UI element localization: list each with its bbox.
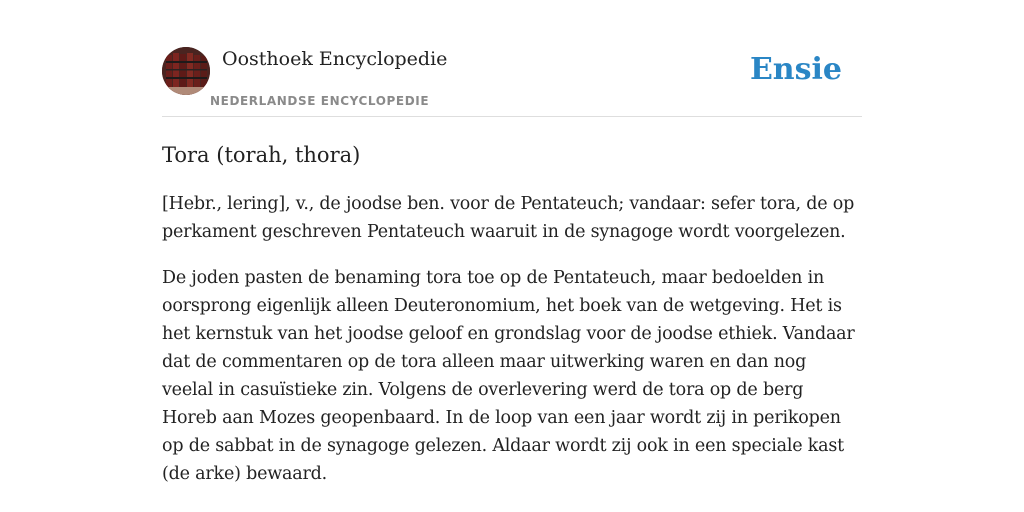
entry-title: Tora (torah, thora): [162, 143, 361, 167]
entry-paragraph: De joden pasten de benaming tora toe op de Pentateuch, maar bedoelden in oorsprong eigenlijk alleen Deuteronomium, het boek van de wetgeving. Het is het kernstuk van het joodse geloof en grondslag voor de joodse ethiek. Vandaar dat de commentaren op de tora alleen maar uitwerking waren en dan nog veelal in casuïstieke zin. Volgens de overlevering werd de tora op de berg Horeb aan Mozes geopenbaard. In de loop van een jaar wordt zij in perikopen op de sabbat in de synagoge gelezen. Aldaar wordt zij ook in een speciale kast (de arke) bewaard.: [162, 268, 855, 484]
source-header: [162, 46, 862, 117]
ensie-logo-link[interactable]: Ensie: [749, 52, 842, 87]
entry-content: [162, 140, 862, 506]
source-avatar[interactable]: [162, 47, 210, 95]
encyclopedia-books-icon: [162, 47, 210, 95]
source-subtitle: NEDERLANDSE ENCYCLOPEDIE: [210, 94, 430, 108]
source-title[interactable]: Oosthoek Encyclopedie: [222, 48, 448, 70]
entry-paragraph: [Hebr., lering], v., de joodse ben. voor de Pentateuch; vandaar: sefer tora, de op perkament geschreven Pentateuch waaruit in de synagoge wordt voorgelezen.: [162, 194, 855, 242]
